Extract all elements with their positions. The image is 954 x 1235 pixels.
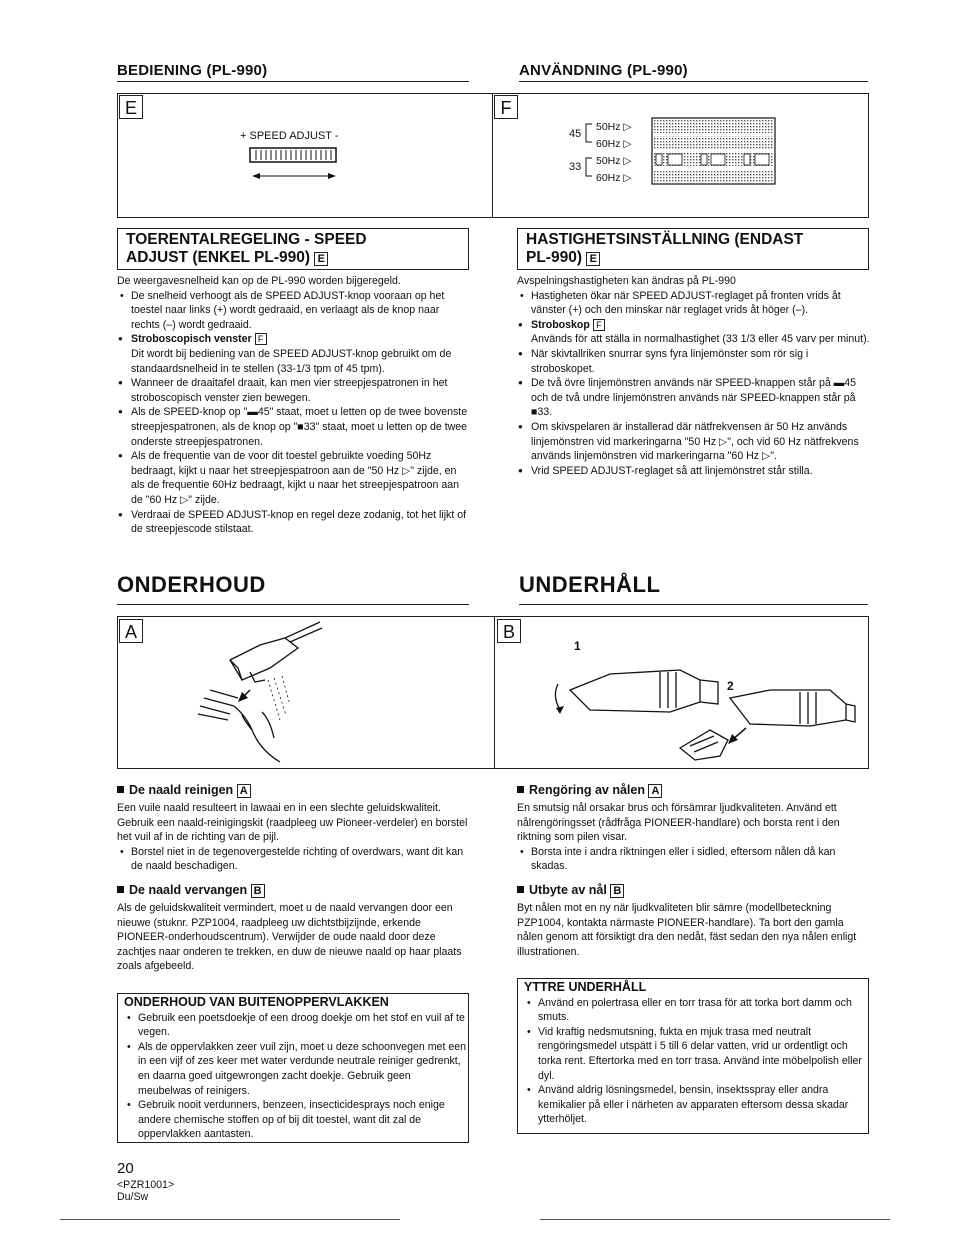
sv-exterior-item: • Använd en polertrasa eller en torr trasa för att torka bort damm och smuts. [524,996,866,1025]
sv-maintenance-title: UNDERHÅLL [519,572,661,597]
nl-strobe-item: ● Als de SPEED-knop op "▬45" staat, moet u letten op de twee bovenste streepjespatronen, als de knop op "■33" staat, moet u letten op de twee onderste streepjespatronen. [117,405,470,449]
strobe-row-33-50hz: 50Hz ▷ [596,155,632,167]
nl-speed-body [117,274,470,537]
nl-strobe-item: ● Wanneer de draaitafel draait, kan men vier streepjespatronen in het stroboscopisch venster zien bewegen. [117,376,470,405]
nl-strobe-title: Stroboscopisch venster [131,333,252,346]
sv-speed-bullet: • Hastigheten ökar när SPEED ADJUST-reglaget på fronten vrids åt vänster (+) och den minskar när reglaget vrids åt höger (–). [517,289,870,318]
nl-exterior-body [124,995,466,1142]
left-header-rule [117,81,469,82]
nl-clean-heading [117,783,470,798]
stylus-replacement-illustration [550,660,860,768]
nl-replace-text: Als de geluidskwaliteit vermindert, moet u de naald vervangen door een nieuwe (stuknr. PZP1004, raadpleeg uw dichtstbijzijnde, erkende PIONEER-onderhoudscentrum). Verwijder de oude naald door deze zachtjes naar onderen te trekken, en duw de nieuwe naald op haar plaats zoals afgebeeld. [117,901,462,973]
figure-ab-divider [494,616,495,769]
right-header-rule [519,81,868,82]
sv-speed-body [517,274,870,478]
sv-maintenance-rule [519,604,868,605]
speed-adjust-knob-illustration [248,146,340,182]
right-header: ANVÄNDNING (PL-990) [519,62,688,79]
step-2-label: 2 [727,679,734,693]
nl-speed-intro: De weergavesnelheid kan op de PL-990 worden bijgeregeld. [117,275,401,287]
sv-exterior-item: • Vid kraftig nedsmutsning, fukta en mjuk trasa med neutralt rengöringsmedel utspätt i 5 till 6 delar vatten, vrid ur ordentligt och torka rent. Eftertorka med en torr trasa. Använd inte möbelpolish eller dyl. [524,1025,866,1083]
figure-f-tag: F [494,95,518,119]
strobe-row-45-60hz: 60Hz ▷ [596,138,632,150]
nl-maintenance-body [117,783,470,974]
sv-replace-tag: B [610,884,624,898]
figure-a-tag: A [119,619,143,643]
sv-strobe-item: ● Om skivspelaren är installerad där nätfrekvensen är 50 Hz används linjemönstren vid markeringarna "50 Hz ▷", och vid 60 Hz nätfrekvens används linjemönstren vid markeringarna "60 Hz ▷". [517,420,870,464]
sv-replace-heading [517,883,870,898]
sv-exterior-item: • Använd aldrig lösningsmedel, bensin, insektsspray eller andra kemikalier på eller i närheten av apparaten eftersom dessa skadar ytterhöljet. [524,1083,866,1127]
sv-strobe-item: ● De två övre linjemönstren används när SPEED-knappen står på ▬45 och de två undre linjemönstren används när SPEED-knappen står på ■33. [517,376,870,420]
speed-adjust-label: + SPEED ADJUST - [240,130,339,142]
nl-strobe-heading [117,332,470,347]
nl-speed-bullet: • De snelheid verhoogt als de SPEED ADJUST-knop vooraan op het toestel naar links (+) wordt gedraaid, en verlaagt als de knop naar rechts (–) wordt gedraaid. [117,289,470,333]
nl-maintenance-title: ONDERHOUD [117,572,266,597]
sv-replace-text: Byt nålen mot en ny när ljudkvaliteten blir sämre (modellbeteckning PZP1004, kontakta närmaste PIONEER-handlare). Ta bort den gamla nålen genom att försiktigt dra den nedåt, fäst sedan den nya nålen enligt illustrationen. [517,901,857,958]
nl-maintenance-rule [117,604,469,605]
sv-speed-title-tag: E [586,252,600,266]
sv-speed-title-text: PL-990) [526,249,582,266]
page-number: 20 [117,1160,134,1177]
square-bullet-icon [117,786,124,793]
sv-speed-title-line2 [526,249,860,267]
strobe-frequency-rows [596,119,632,187]
nl-exterior-title: ONDERHOUD VAN BUITENOPPERVLAKKEN [124,995,389,1009]
nl-strobe-tag: F [255,333,267,345]
nl-replace-heading [117,883,470,898]
figure-b-tag: B [497,619,521,643]
nl-speed-title [117,228,469,270]
square-bullet-icon [517,786,524,793]
sv-clean-text: En smutsig nål orsakar brus och försämrar ljudkvaliteten. Använd ett nålrengöringsset (rådfråga PIONEER-handlare) och borsta rent i den riktning som pilen visar. [517,802,840,844]
document-code: <PZR1001> [117,1179,175,1191]
nl-strobe-item: ● Als de frequentie van de voor dit toestel gebruikte voeding 50Hz bedraagt, kijkt u naar het streepjespatroon aan de "50 Hz ▷" zijde, en als de frequentie 60Hz bedraagt, kijkt u naar het streepjespatroon aan de "60 Hz ▷" zijde. [117,449,470,507]
sv-maintenance-body [517,783,870,959]
sv-strobe-title: Stroboskop [531,318,590,331]
sv-speed-title [517,228,869,270]
nl-speed-title-line2 [126,249,460,267]
sv-clean-title: Rengöring av nålen [529,783,645,797]
footer-rule-right [540,1219,890,1220]
sv-clean-bullet: • Borsta inte i andra riktningen eller i sidled, eftersom nålen då kan skadas. [517,845,870,874]
nl-clean-bullet: • Borstel niet in de tegenovergestelde richting of overdwars, want dit kan de naald beschadigen. [117,845,470,874]
nl-clean-title: De naald reinigen [129,783,234,797]
sv-clean-heading [517,783,870,798]
square-bullet-icon [517,886,524,893]
stroboscope-pattern-illustration [651,117,777,187]
figure-e-tag: E [119,95,143,119]
strobe-row-45-50hz: 50Hz ▷ [596,121,632,133]
nl-speed-title-tag: E [314,252,328,266]
nl-speed-title-line1: TOERENTALREGELING - SPEED [126,231,367,248]
nl-clean-text: Een vuile naald resulteert in lawaai en in een slechte geluidskwaliteit. Gebruik een naald-reinigingskit (raadpleeg uw Pioneer-verdeler) en borstel het vuil af in de richting van de pijl. [117,802,468,844]
nl-speed-title-text: ADJUST (ENKEL PL-990) [126,249,311,266]
sv-strobe-item: ● Vrid SPEED ADJUST-reglaget så att linjemönstret står stilla. [517,464,870,479]
stylus-cleaning-illustration [190,620,340,765]
left-header: BEDIENING (PL-990) [117,62,268,79]
step-1-label: 1 [574,639,581,653]
rpm-45-label: 45 [569,128,582,140]
nl-strobe-text: Dit wordt bij bediening van de SPEED ADJUST-knop gebruikt om de standaardsnelheid in te stellen (33-1/3 tpm of 45 tpm). [131,347,452,375]
nl-clean-tag: A [237,784,251,798]
nl-exterior-item: • Gebruik een poetsdoekje of een droog doekje om het stof en vuil af te vegen. [124,1011,466,1040]
sv-strobe-tag: F [593,319,605,331]
square-bullet-icon [117,886,124,893]
sv-strobe-text: Används för att ställa in normalhastighet (33 1/3 eller 45 varv per minut). [531,333,870,346]
nl-exterior-item: • Als de oppervlakken zeer vuil zijn, moet u deze schoonvegen met een in een vijf of zes keer met water verdunde neutrale reiniger gedrenkt, en daarna goed uitgewrongen zacht doekje. Gebruik geen meubelwas of reinigers. [124,1040,466,1098]
nl-replace-title: De naald vervangen [129,882,248,897]
footer-rule-left [60,1219,400,1220]
sv-strobe-item: ● När skivtallriken snurrar syns fyra linjemönster som rör sig i stroboskopet. [517,347,870,376]
strobe-row-33-60hz: 60Hz ▷ [596,172,632,184]
sv-speed-title-line1: HASTIGHETSINSTÄLLNING (ENDAST [526,231,804,248]
nl-strobe-item: ● Verdraai de SPEED ADJUST-knop en regel deze zodanig, tot het lijkt of de streepjescode stilstaat. [117,508,470,537]
sv-strobe-heading [517,318,870,333]
figure-divider [492,93,493,218]
sv-speed-intro: Avspelningshastigheten kan ändras på PL-990 [517,275,736,287]
rpm-33-label: 33 [569,161,582,173]
sv-replace-title: Utbyte av nål [529,882,607,897]
sv-clean-tag: A [648,784,662,798]
language-code: Du/Sw [117,1191,149,1203]
nl-replace-tag: B [251,884,265,898]
sv-exterior-title: YTTRE UNDERHÅLL [524,980,647,994]
sv-exterior-body [524,980,866,1127]
nl-exterior-item: • Gebruik nooit verdunners, benzeen, insecticidesprays noch enige andere chemische stoffen op of bij dit toestel, want dit zal de oppervlakken aantasten. [124,1098,466,1142]
